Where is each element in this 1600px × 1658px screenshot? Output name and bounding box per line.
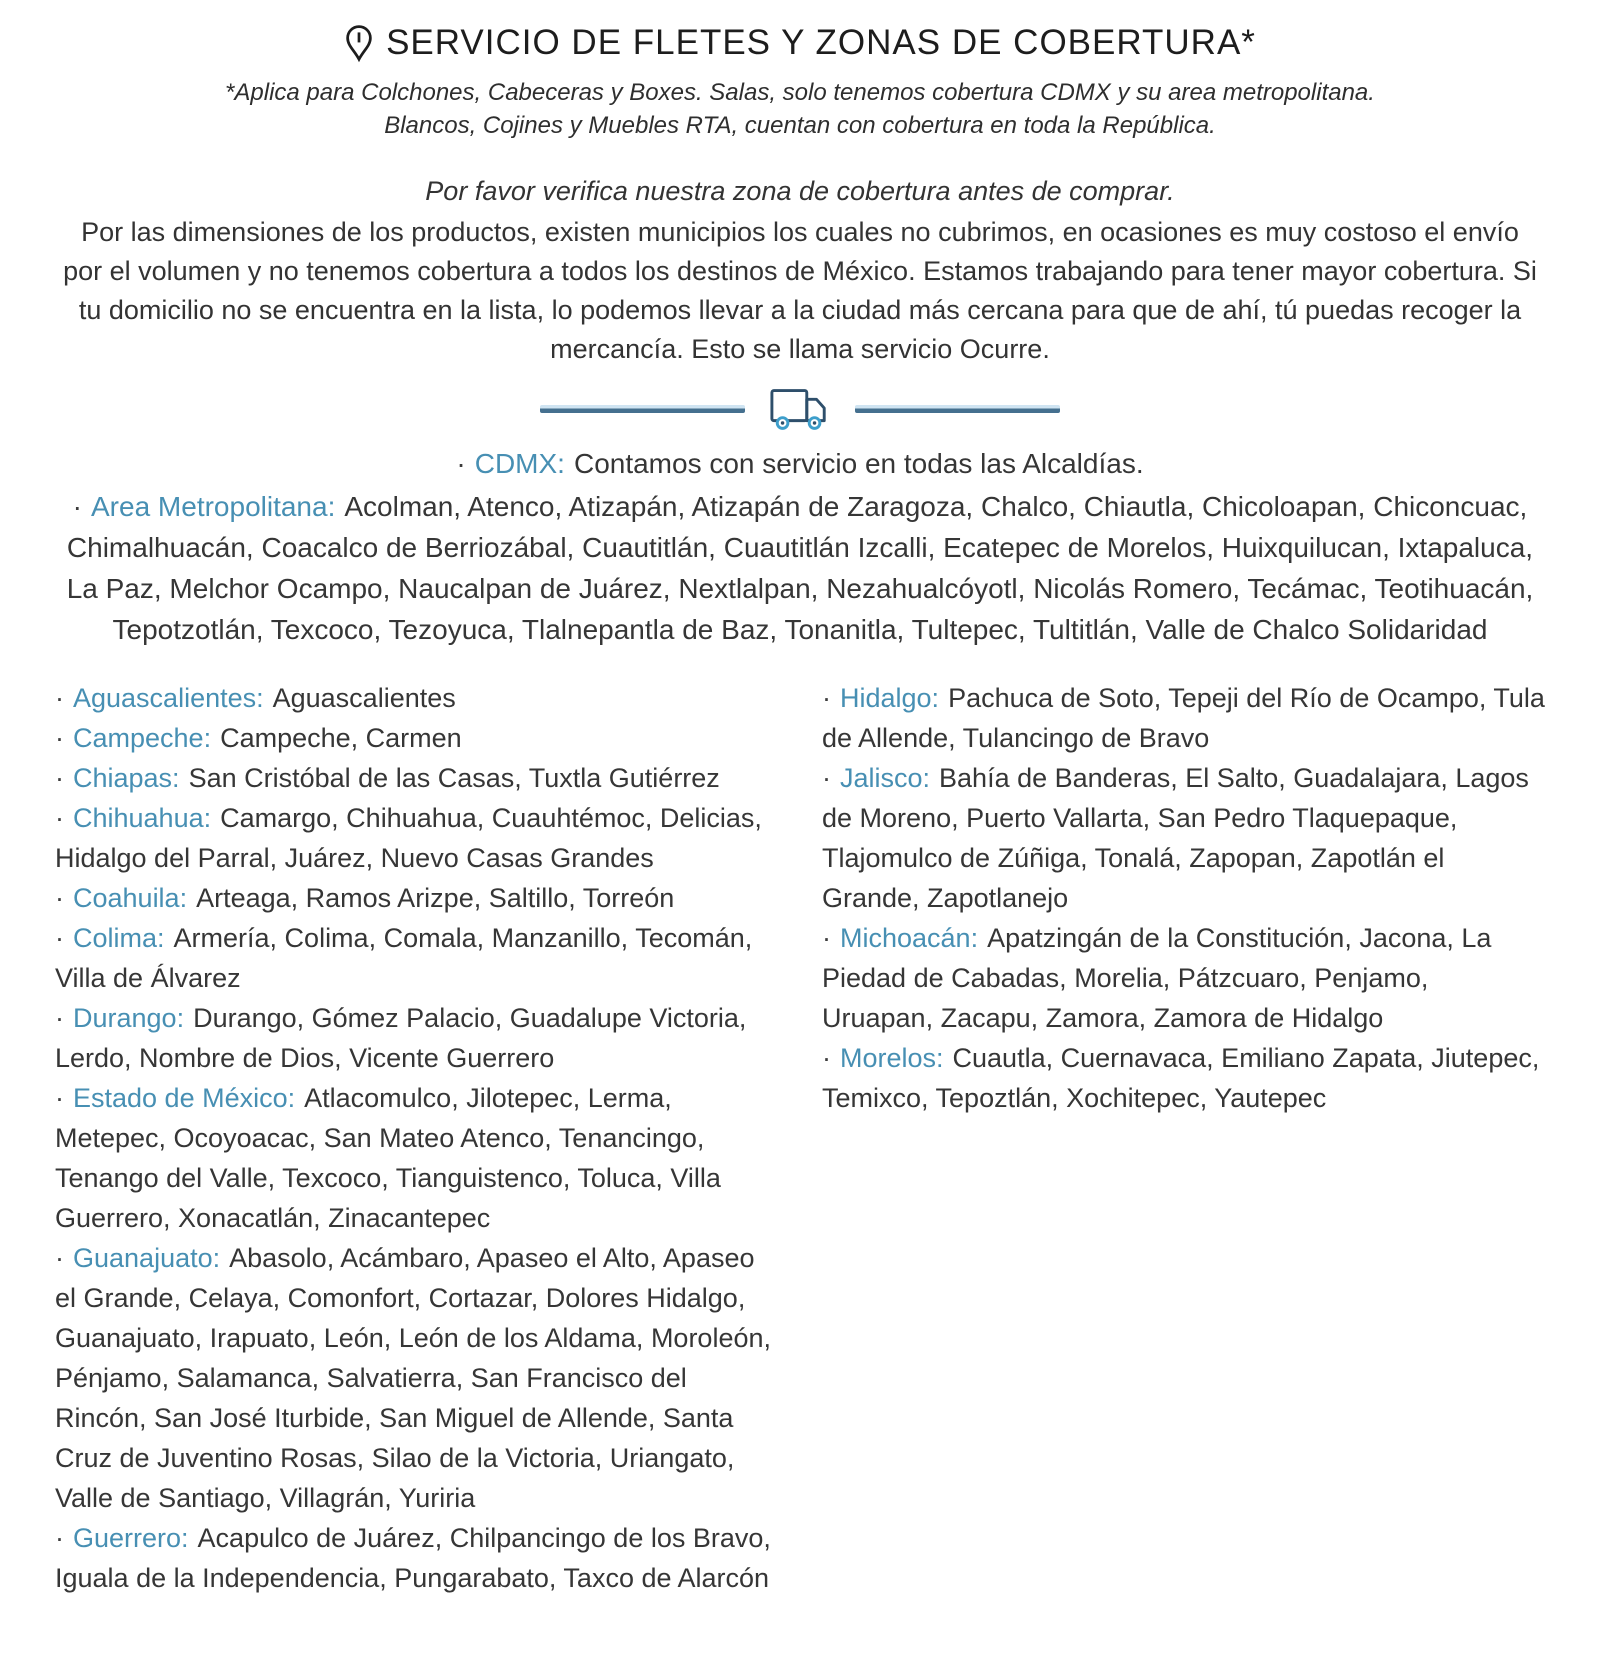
state-entry-michoacan [822,918,1545,1038]
cdmx-label: CDMX: [474,448,565,479]
state-entry-chiapas [55,758,778,798]
state-cities: Apatzingán de la Constitución, Jacona, La Piedad de Cabadas, Morelia, Pátzcuaro, Penjamo, Uruapan, Zacapu, Zamora, Zamora de Hidalgo [822,923,1492,1033]
state-entry-aguascalientes [55,678,778,718]
state-entry-durango [55,998,778,1078]
state-entry-campeche [55,718,778,758]
bullet: · [55,923,64,953]
bullet: · [55,803,64,833]
state-entry-coahuila [55,878,778,918]
state-cities: Bahía de Banderas, El Salto, Guadalajara, Lagos de Moreno, Puerto Vallarta, San Pedro Tlaquepaque, Tlajomulco de Zúñiga, Tonalá, Zapopan, Zapotlán el Grande, Zapotlanejo [822,763,1529,913]
bullet: · [55,1003,64,1033]
state-name: Coahuila: [73,883,188,913]
state-entry-guanajuato [55,1238,778,1518]
state-name: Morelos: [840,1043,944,1073]
bullet: · [72,491,82,522]
state-cities: Abasolo, Acámbaro, Apaseo el Alto, Apaseo el Grande, Celaya, Comonfort, Cortazar, Dolores Hidalgo, Guanajuato, Irapuato, León, León de los Aldama, Moroleón, Pénjamo, Salamanca, Salvatierra, San Francisco del Rincón, San José Iturbide, San Miguel de Allende, Santa Cruz de Juventino Rosas, Silao de la Victoria, Uriangato, Valle de Santiago, Villagrán, Yuriria [55,1243,772,1513]
metro-entry [55,486,1545,650]
bullet: · [55,723,64,753]
state-entry-hidalgo [822,678,1545,758]
metro-cities: Acolman, Atenco, Atizapán, Atizapán de Zaragoza, Chalco, Chiautla, Chicoloapan, Chiconcuac, Chimalhuacán, Coacalco de Berriozábal, Cuautitlán, Cuautitlán Izcalli, Ecatepec de Morelos, Huixquilucan, Ixtapaluca, La Paz, Melchor Ocampo, Naucalpan de Juárez, Nextlalpan, Nezahualcóyotl, Nicolás Romero, Tecámac, Teotihuacán, Tepotzotlán, Texcoco, Tezoyuca, Tlalnepantla de Baz, Tonanitla, Tultepec, Tultitlán, Valle de Chalco Solidaridad [66,491,1534,645]
states-columns [55,678,1545,1628]
state-cities: Acapulco de Juárez, Chilpancingo de los Bravo, Iguala de la Independencia, Pungarabato, Taxco de Alarcón [55,1523,771,1593]
bullet: · [55,763,64,793]
state-name: Jalisco: [840,763,931,793]
coverage-note-line2: Blancos, Cojines y Muebles RTA, cuentan con cobertura en toda la República. [384,112,1216,139]
state-name: Campeche: [73,723,212,753]
state-entry-colima [55,918,778,998]
state-entry-estado-de-mexico [55,1078,778,1238]
bullet: · [822,1043,831,1073]
state-cities: Cuautla, Cuernavaca, Emiliano Zapata, Jiutepec, Temixco, Tepoztlán, Xochitepec, Yautepec [822,1043,1540,1113]
state-name: Estado de México: [73,1083,296,1113]
state-cities: Aguascalientes [272,683,456,713]
bullet: · [55,1523,64,1553]
state-name: Aguascalientes: [73,683,264,713]
cdmx-text: Contamos con servicio en todas las Alcaldías. [573,448,1144,479]
state-cities: Atlacomulco, Jilotepec, Lerma, Metepec, Ocoyoacac, San Mateo Atenco, Tenancingo, Tenango del Valle, Texcoco, Tianguistenco, Toluca, Villa Guerrero, Xonacatlán, Zinacantepec [55,1083,721,1233]
state-cities: Durango, Gómez Palacio, Guadalupe Victoria, Lerdo, Nombre de Dios, Vicente Guerrero [55,1003,747,1073]
bullet: · [55,1083,64,1113]
state-name: Guanajuato: [73,1243,221,1273]
state-cities: Pachuca de Soto, Tepeji del Río de Ocampo, Tula de Allende, Tulancingo de Bravo [822,683,1545,753]
state-name: Hidalgo: [840,683,940,713]
divider-line-left [540,405,745,413]
bullet: · [55,883,64,913]
cdmx-entry [55,443,1545,484]
state-name: Michoacán: [840,923,979,953]
state-name: Chiapas: [73,763,180,793]
state-entry-chihuahua [55,798,778,878]
coverage-note [55,76,1545,142]
page-title: SERVICIO DE FLETES Y ZONAS DE COBERTURA* [386,23,1256,62]
metro-label: Area Metropolitana: [91,491,336,522]
state-name: Durango: [73,1003,185,1033]
bullet: · [55,1243,64,1273]
bullet: · [456,448,466,479]
page-header [55,22,1545,64]
coverage-note-line1: *Aplica para Colchones, Cabeceras y Boxes. Salas, solo tenemos cobertura CDMX y su area metropolitana. [225,79,1375,106]
state-cities: Camargo, Chihuahua, Cuauhtémoc, Delicias, Hidalgo del Parral, Juárez, Nuevo Casas Grandes [55,803,762,873]
location-pin-icon [344,24,374,64]
state-cities: Campeche, Carmen [220,723,462,753]
truck-divider [55,387,1545,431]
intro-lead: Por favor verifica nuestra zona de cobertura antes de comprar. [425,176,1175,206]
bullet: · [55,683,64,713]
intro-body: Por las dimensiones de los productos, existen municipios los cuales no cubrimos, en ocasiones es muy costoso el envío por el volumen y no tenemos cobertura a todos los destinos de México. Estamos trabajando para tener mayor cobertura. Si tu domicilio no se encuentra en la lista, lo podemos llevar a la ciudad más cercana para que de ahí, tú puedas recoger la mercancía. Esto se llama servicio Ocurre. [63,217,1537,364]
delivery-truck-icon [769,387,831,431]
state-cities: San Cristóbal de las Casas, Tuxtla Gutiérrez [188,763,720,793]
state-name: Guerrero: [73,1523,189,1553]
state-name: Chihuahua: [73,803,212,833]
state-entry-morelos [822,1038,1545,1118]
state-cities: Arteaga, Ramos Arizpe, Saltillo, Torreón [196,883,675,913]
bullet: · [822,923,831,953]
state-name: Colima: [73,923,165,953]
bullet: · [822,763,831,793]
state-entry-guerrero [55,1518,778,1598]
bullet: · [822,683,831,713]
state-cities: Armería, Colima, Comala, Manzanillo, Tecomán, Villa de Álvarez [55,923,753,993]
divider-line-right [855,405,1060,413]
state-entry-jalisco [822,758,1545,918]
